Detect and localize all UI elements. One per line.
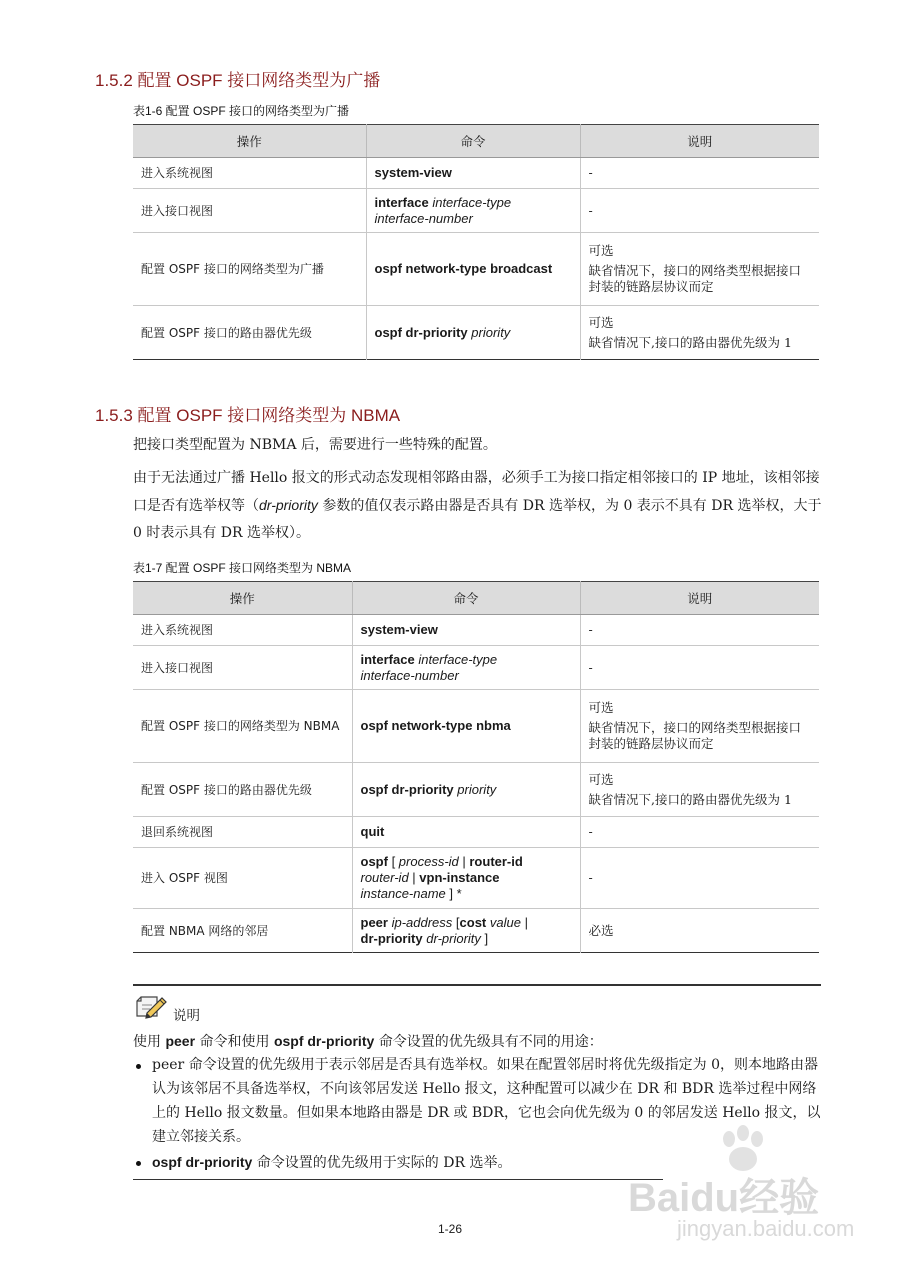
desc-optional: 可选 [588,700,614,715]
note-text: 命令设置的优先级具有不同的用途： [374,1034,603,1050]
desc-cell: 必选 [580,909,819,953]
cmd-cell [352,763,580,817]
cmd-keyword: ospf dr-priority [360,781,454,797]
table-1-6 [133,124,819,360]
cmd-punct: | [458,854,470,869]
cmd-keyword: ospf dr-priority [273,1033,375,1049]
cmd-keyword: ospf network-type nbma [360,718,511,733]
page-number: 1-26 [438,1222,463,1236]
cmd-keyword: ospf dr-priority [374,324,468,340]
desc-optional: 可选 [588,243,614,258]
cmd-punct: [ [387,854,399,869]
table-row [133,848,819,909]
desc-cell [580,306,819,360]
note-bottom-rule [133,1179,663,1180]
header-desc: 说明 [580,125,819,158]
cmd-cell [352,817,580,848]
cmd-param: interface-number [374,210,473,226]
cmd-punct: | [408,870,420,885]
table-header-row [133,582,819,615]
pencil-note-icon [135,993,167,1019]
desc-default: 缺省情况下，接口的网络类型根据接口封装的链路层协议而定 [588,263,802,294]
cmd-keyword: ospf dr-priority [152,1154,253,1170]
table-row [133,615,819,646]
cmd-cell [352,848,580,909]
table-row [133,763,819,817]
cmd-punct: | [520,914,528,930]
cmd-param: priority [457,781,497,797]
bullet-icon [136,1161,141,1166]
section-title-1-5-3: 1.5.3 配置 OSPF 接口网络类型为 NBMA [95,406,401,425]
cmd-keyword: peer [165,1033,196,1049]
header-cmd: 命令 [366,125,580,158]
paragraph-intro: 把接口类型配置为 NBMA 后，需要进行一些特殊的配置。 [133,437,497,453]
table-row [133,158,819,189]
table-row [133,306,819,360]
desc-cell [580,233,819,306]
note-title: 说明 [173,1008,200,1023]
watermark-url: jingyan.baidu.com [677,1216,855,1241]
cmd-keyword: interface [374,194,429,210]
op-cell: 配置 NBMA 网络的邻居 [133,909,352,953]
desc-cell [580,690,819,763]
header-cmd: 命令 [352,582,580,615]
desc-cell: - [580,615,819,646]
bullet-icon [136,1064,141,1069]
cmd-keyword: interface [360,651,415,667]
note-top-rule [133,984,821,986]
cmd-param: value [489,914,521,930]
table-row [133,189,819,233]
desc-cell: - [580,646,819,690]
section-title-1-5-2: 1.5.2 配置 OSPF 接口网络类型为广播 [95,71,381,90]
cmd-cell [366,158,580,189]
note-bullet-1: peer 命令设置的优先级用于表示邻居是否具有选举权。如果在配置邻居时将优先级指定为 0，则本地路由器认为该邻居不具备选举权，不向该邻居发送 Hello 报文，这种配置可以减少在 DR 和 BDR 选举过程中网络上的 Hello 报文数量。但如果本地路由器是 DR 或 BDR，它也会向优先级为 0 的邻居发送 Hello 报文，以建立邻接关系。 [152,1057,821,1145]
cmd-keyword: cost [459,914,487,930]
table-header-row [133,125,819,158]
op-cell: 配置 OSPF 接口的路由器优先级 [133,763,352,817]
header-op: 操作 [133,125,366,158]
cmd-cell [366,306,580,360]
table-row [133,817,819,848]
header-desc: 说明 [580,582,819,615]
desc-optional: 可选 [588,314,614,330]
cmd-param: priority [471,324,511,340]
cmd-punct: ] * [445,886,462,901]
cmd-keyword: quit [360,824,385,839]
cmd-cell [352,690,580,763]
cmd-keyword: dr-priority [360,930,423,946]
header-op: 操作 [133,582,352,615]
op-cell: 进入系统视图 [133,615,352,646]
cmd-cell [352,909,580,953]
table-row [133,690,819,763]
cmd-param: interface-number [360,667,459,683]
table-row [133,233,819,306]
cmd-param: router-id [360,870,409,885]
cmd-keyword: router-id [469,854,523,869]
cmd-keyword: peer [360,914,388,930]
paragraph-text: 由于无法通过广播 Hello 报文的形式动态发现相邻路由器，必须手工为接口指定相邻接口的 IP 地址，该相邻接口是否有选举权等（ [133,470,820,514]
op-cell: 进入系统视图 [133,158,366,189]
cmd-keyword: system-view [360,622,438,637]
cmd-param: interface-type [432,194,512,210]
param-name: dr-priority [259,497,318,513]
paragraph-detail [133,465,823,547]
cmd-punct: [ [452,914,460,930]
desc-cell: - [580,848,819,909]
op-cell: 进入 OSPF 视图 [133,848,352,909]
cmd-cell [366,233,580,306]
cmd-param: process-id [398,854,459,869]
op-cell: 配置 OSPF 接口的网络类型为 NBMA [133,690,352,763]
desc-cell: - [580,158,819,189]
note-text: 命令和使用 [195,1034,274,1050]
paragraph-text: 参数的值仅表示路由器是否具有 DR 选举权，为 0 表示不具有 DR 选举权，大于 0 时表示具有 DR 选举权）。 [133,498,822,541]
op-cell: 进入接口视图 [133,189,366,233]
cmd-keyword: vpn-instance [419,870,500,885]
op-cell: 配置 OSPF 接口的路由器优先级 [133,306,366,360]
desc-default: 缺省情况下，接口的网络类型根据接口封装的链路层协议而定 [588,720,802,751]
desc-cell: - [580,817,819,848]
desc-cell: - [580,189,819,233]
cmd-keyword: ospf [360,854,388,869]
table-caption-1-6: 表1-6 配置 OSPF 接口的网络类型为广播 [133,104,350,118]
note-text: 命令设置的优先级用于实际的 DR 选举。 [252,1155,512,1171]
table-row [133,909,819,953]
desc-default: 缺省情况下,接口的路由器优先级为 1 [588,791,792,807]
cmd-param: instance-name [360,886,446,901]
desc-cell [580,763,819,817]
op-cell: 退回系统视图 [133,817,352,848]
desc-optional: 可选 [588,771,614,787]
cmd-punct: ] [480,930,489,946]
cmd-cell [352,615,580,646]
cmd-param: dr-priority [426,930,481,946]
cmd-keyword: ospf network-type broadcast [374,261,553,276]
table-row [133,646,819,690]
cmd-cell [366,189,580,233]
note-text: 使用 [133,1034,166,1050]
op-cell: 配置 OSPF 接口的网络类型为广播 [133,233,366,306]
watermark-brand: Baidu经验 [628,1176,820,1220]
note-intro [133,1029,823,1054]
cmd-keyword: system-view [374,165,452,180]
table-caption-1-7: 表1-7 配置 OSPF 接口网络类型为 NBMA [133,561,352,575]
cmd-param: ip-address [391,914,453,930]
cmd-cell [352,646,580,690]
table-1-7 [133,581,819,953]
cmd-param: interface-type [418,651,498,667]
desc-default: 缺省情况下,接口的路由器优先级为 1 [588,334,792,350]
op-cell: 进入接口视图 [133,646,352,690]
